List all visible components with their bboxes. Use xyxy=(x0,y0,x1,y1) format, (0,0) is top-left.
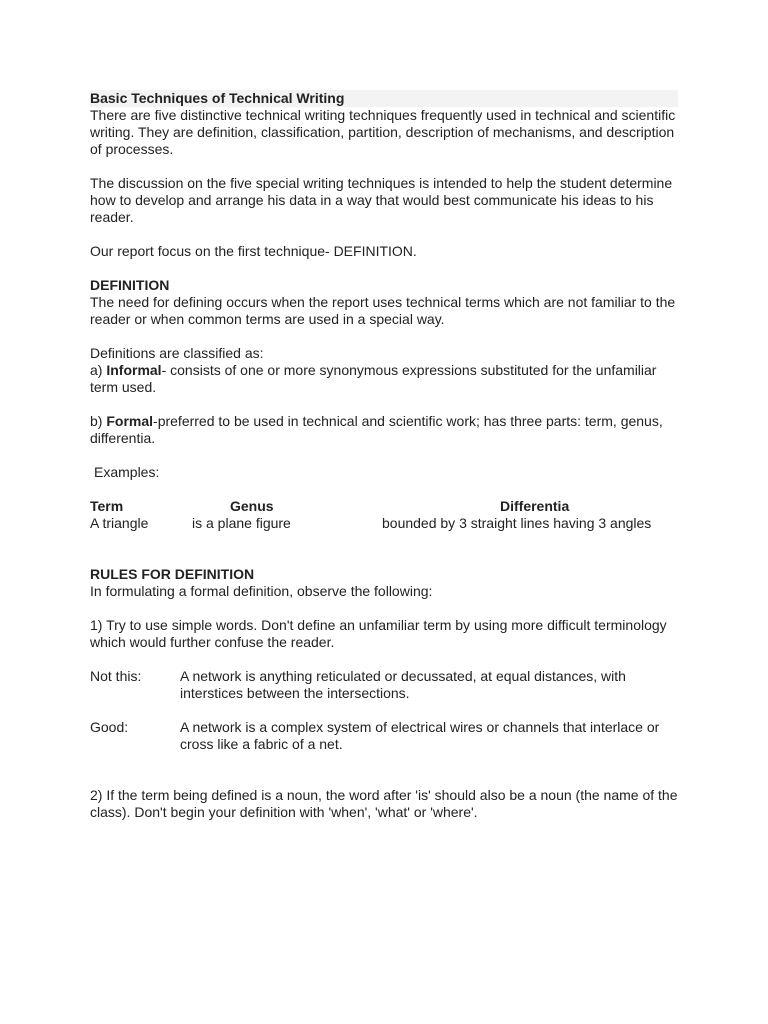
table-cell-term: A triangle xyxy=(90,515,149,531)
formal-prefix: b) xyxy=(90,413,107,429)
formal-text: -preferred to be used in technical and scientific work; has three parts: term, genus, differentia. xyxy=(90,413,663,446)
intro-paragraph-1: There are five distinctive technical writing techniques frequently used in technical and scientific writing. They are definition, classification, partition, description of mechanisms, and description of processes. xyxy=(90,107,676,157)
definition-paragraph: The need for defining occurs when the report uses technical terms which are not familiar to the reader or when common terms are used in a special way. xyxy=(90,294,676,327)
good-text: A network is a complex system of electrical wires or channels that interlace or cross like a fabric of a net. xyxy=(180,719,660,752)
not-this-label: Not this: xyxy=(90,668,142,684)
formal-definition xyxy=(90,413,680,447)
informal-text: - consists of one or more synonymous expressions substituted for the unfamiliar term used. xyxy=(90,362,657,395)
spacer xyxy=(90,447,680,464)
spacer xyxy=(90,651,680,668)
rule-2: 2) If the term being defined is a noun, the word after 'is' should also be a noun (the name of the class). Don't begin your definition with 'when', 'what' or 'where'. xyxy=(90,787,678,820)
informal-prefix: a) xyxy=(90,362,107,378)
rules-intro: In formulating a formal definition, observe the following: xyxy=(90,583,433,599)
table-header-term: Term xyxy=(90,498,124,514)
good-label: Good: xyxy=(90,719,129,735)
spacer xyxy=(90,600,680,617)
spacer xyxy=(90,328,680,345)
good-example xyxy=(90,719,680,753)
spacer xyxy=(90,532,680,549)
spacer xyxy=(90,396,680,413)
table-header-differentia: Differentia xyxy=(500,498,570,514)
table-cell-genus: is a plane figure xyxy=(192,515,291,531)
table-cell-differentia: bounded by 3 straight lines having 3 angles xyxy=(382,515,652,531)
informal-definition xyxy=(90,362,680,396)
examples-label: Examples: xyxy=(94,464,160,480)
rules-heading: RULES FOR DEFINITION xyxy=(90,566,255,582)
formal-term: Formal xyxy=(106,413,154,429)
spacer xyxy=(90,158,680,175)
table-header-genus: Genus xyxy=(230,498,274,514)
rule-1: 1) Try to use simple words. Don't define an unfamiliar term by using more difficult terminology which would further confuse the reader. xyxy=(90,617,667,650)
document-page xyxy=(90,90,680,821)
spacer xyxy=(90,549,680,566)
definition-example-table xyxy=(90,498,680,532)
document-title: Basic Techniques of Technical Writing xyxy=(90,90,678,107)
spacer xyxy=(90,770,680,787)
not-this-text: A network is anything reticulated or decussated, at equal distances, with interstices between the intersections. xyxy=(180,668,626,701)
definition-heading: DEFINITION xyxy=(90,277,170,293)
spacer xyxy=(90,481,680,498)
intro-paragraph-2: The discussion on the five special writing techniques is intended to help the student determine how to develop and arrange his data in a way that would best communicate his ideas to his reader. xyxy=(90,175,673,225)
classified-as-line: Definitions are classified as: xyxy=(90,345,264,361)
spacer xyxy=(90,260,680,277)
informal-term: Informal xyxy=(106,362,162,378)
not-this-example xyxy=(90,668,680,702)
spacer xyxy=(90,702,680,719)
spacer xyxy=(90,753,680,770)
intro-paragraph-3: Our report focus on the first technique- DEFINITION. xyxy=(90,243,417,259)
spacer xyxy=(90,226,680,243)
